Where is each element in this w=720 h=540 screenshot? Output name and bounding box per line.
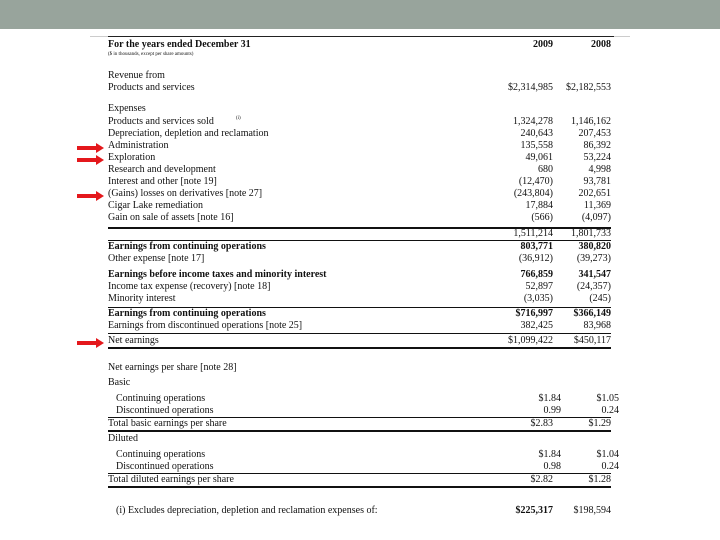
revenue-heading: Revenue from bbox=[108, 70, 165, 81]
table-row bbox=[108, 253, 611, 265]
row-label: Earnings from discontinued operations [note 25] bbox=[108, 320, 303, 331]
table-row bbox=[108, 335, 611, 347]
value-2008: $198,594 bbox=[573, 505, 611, 516]
table-row bbox=[108, 281, 611, 293]
footnote-marker: (i) bbox=[236, 116, 241, 121]
divider bbox=[108, 307, 611, 308]
divider bbox=[108, 333, 611, 334]
row-label: Earnings from continuing operations bbox=[108, 241, 266, 252]
value-2009: 240,643 bbox=[520, 128, 553, 139]
value-2009: 803,771 bbox=[520, 241, 553, 252]
divider bbox=[108, 36, 614, 37]
row-label: Total basic earnings per share bbox=[108, 418, 227, 429]
table-row bbox=[108, 474, 611, 486]
row-label: Earnings before income taxes and minority interest bbox=[108, 269, 327, 280]
value-2009: (12,470) bbox=[518, 176, 553, 187]
row-label: Minority interest bbox=[108, 293, 176, 304]
value-2008: $1.05 bbox=[596, 393, 619, 404]
value-2009: 766,859 bbox=[520, 269, 553, 280]
table-row bbox=[108, 405, 619, 417]
row-label: Income tax expense (recovery) [note 18] bbox=[108, 281, 271, 292]
value-2008: (39,273) bbox=[576, 253, 611, 264]
statement-period: For the years ended December 31 bbox=[108, 39, 251, 50]
red-arrow-icon bbox=[77, 188, 104, 198]
table-row bbox=[108, 212, 611, 224]
row-label: Discontinued operations bbox=[116, 461, 214, 472]
value-2009: $1.84 bbox=[538, 393, 561, 404]
basic-heading: Basic bbox=[108, 377, 131, 388]
value-2009: $2,314,985 bbox=[508, 82, 553, 93]
value-2008: 202,651 bbox=[578, 188, 611, 199]
row-label: Gain on sale of assets [note 16] bbox=[108, 212, 234, 223]
value-2009: 680 bbox=[538, 164, 553, 175]
row-label: Research and development bbox=[108, 164, 216, 175]
table-row bbox=[108, 152, 611, 164]
value-2008: 1,801,733 bbox=[571, 228, 611, 239]
row-label: Net earnings bbox=[108, 335, 159, 346]
value-2009: (566) bbox=[531, 212, 553, 223]
value-2009: $2.82 bbox=[530, 474, 553, 485]
value-2008: 4,998 bbox=[588, 164, 611, 175]
value-2008: (4,097) bbox=[581, 212, 611, 223]
diluted-heading: Diluted bbox=[108, 433, 138, 444]
value-2008: 53,224 bbox=[583, 152, 611, 163]
value-2009: 1,511,214 bbox=[513, 228, 553, 239]
value-2008: 1,146,162 bbox=[571, 116, 611, 127]
value-2009: (3,035) bbox=[523, 293, 553, 304]
row-label: Cigar Lake remediation bbox=[108, 200, 203, 211]
row-label: Discontinued operations bbox=[116, 405, 214, 416]
row-label: Products and services bbox=[108, 82, 195, 93]
divider bbox=[108, 430, 611, 432]
row-label: Continuing operations bbox=[116, 449, 206, 460]
value-2008: (24,357) bbox=[576, 281, 611, 292]
value-2008: $366,149 bbox=[573, 308, 611, 319]
eps-heading: Net earnings per share [note 28] bbox=[108, 362, 237, 373]
value-2009: $716,997 bbox=[515, 308, 553, 319]
value-2009: (36,912) bbox=[518, 253, 553, 264]
value-2008: $1.28 bbox=[588, 474, 611, 485]
row-label: Exploration bbox=[108, 152, 156, 163]
value-2009: $2.83 bbox=[530, 418, 553, 429]
units-note bbox=[108, 52, 611, 64]
table-row bbox=[108, 461, 619, 473]
value-2008: 341,547 bbox=[578, 269, 611, 280]
table-row bbox=[108, 393, 619, 405]
value-2009: 135,558 bbox=[520, 140, 553, 151]
row-label: Interest and other [note 19] bbox=[108, 176, 217, 187]
table-row bbox=[108, 116, 611, 128]
section-heading bbox=[108, 377, 611, 389]
value-2009: $1,099,422 bbox=[508, 335, 553, 346]
value-2008: 83,968 bbox=[583, 320, 611, 331]
table-row bbox=[108, 449, 619, 461]
table-row bbox=[108, 418, 611, 430]
table-row bbox=[108, 176, 611, 188]
row-label: Depreciation, depletion and reclamation bbox=[108, 128, 269, 139]
value-2009: 52,897 bbox=[525, 281, 553, 292]
table-row bbox=[108, 200, 611, 212]
row-label: Administration bbox=[108, 140, 169, 151]
value-2008: $1.04 bbox=[596, 449, 619, 460]
table-row bbox=[108, 188, 611, 200]
value-2009: 0.99 bbox=[543, 405, 561, 416]
divider bbox=[108, 486, 611, 488]
divider bbox=[108, 417, 611, 418]
value-2008: 207,453 bbox=[578, 128, 611, 139]
value-2008: $1.29 bbox=[588, 418, 611, 429]
footnote-row bbox=[108, 505, 611, 517]
value-2009: $1.84 bbox=[538, 449, 561, 460]
value-2008: 380,820 bbox=[578, 241, 611, 252]
header-row bbox=[108, 39, 611, 51]
column-2009: 2009 bbox=[533, 39, 553, 50]
section-heading bbox=[108, 70, 611, 82]
red-arrow-icon bbox=[77, 335, 104, 345]
row-label: Products and services sold bbox=[108, 116, 214, 127]
table-row bbox=[108, 269, 611, 281]
section-heading bbox=[108, 103, 611, 115]
footnote-label: (i) Excludes depreciation, depletion and reclamation expenses of: bbox=[116, 505, 378, 516]
units-label: ($ in thousands, except per share amounts) bbox=[108, 52, 194, 57]
value-2009: (243,804) bbox=[513, 188, 553, 199]
value-2008: 86,392 bbox=[583, 140, 611, 151]
table-row bbox=[108, 241, 611, 253]
divider bbox=[108, 473, 611, 474]
row-label: Total diluted earnings per share bbox=[108, 474, 234, 485]
value-2008: 11,369 bbox=[583, 200, 611, 211]
row-label: (Gains) losses on derivatives [note 27] bbox=[108, 188, 263, 199]
table-row bbox=[108, 164, 611, 176]
red-arrow-icon bbox=[77, 152, 104, 162]
column-2008: 2008 bbox=[591, 39, 611, 50]
value-2009: $225,317 bbox=[515, 505, 553, 516]
value-2009: 1,324,278 bbox=[513, 116, 553, 127]
value-2008: 93,781 bbox=[583, 176, 611, 187]
table-row bbox=[108, 320, 611, 332]
row-label: Other expense [note 17] bbox=[108, 253, 205, 264]
value-2008: 0.24 bbox=[601, 461, 619, 472]
divider bbox=[108, 347, 611, 349]
value-2008: 0.24 bbox=[601, 405, 619, 416]
table-row bbox=[108, 128, 611, 140]
expenses-heading: Expenses bbox=[108, 103, 146, 114]
red-arrow-icon bbox=[77, 140, 104, 150]
value-2008: (245) bbox=[589, 293, 611, 304]
table-row bbox=[108, 82, 611, 94]
table-row bbox=[108, 140, 611, 152]
value-2009: 17,884 bbox=[525, 200, 553, 211]
section-heading bbox=[108, 362, 611, 374]
row-label: Earnings from continuing operations bbox=[108, 308, 266, 319]
section-heading bbox=[108, 433, 611, 445]
value-2008: $450,117 bbox=[573, 335, 611, 346]
value-2008: $2,182,553 bbox=[566, 82, 611, 93]
row-label: Continuing operations bbox=[116, 393, 206, 404]
table-row bbox=[108, 308, 611, 320]
value-2009: 0.98 bbox=[543, 461, 561, 472]
value-2009: 49,061 bbox=[525, 152, 553, 163]
value-2009: 382,425 bbox=[520, 320, 553, 331]
expenses-total-row bbox=[108, 228, 611, 240]
slide-header-bar bbox=[0, 0, 720, 29]
table-row bbox=[108, 293, 611, 305]
